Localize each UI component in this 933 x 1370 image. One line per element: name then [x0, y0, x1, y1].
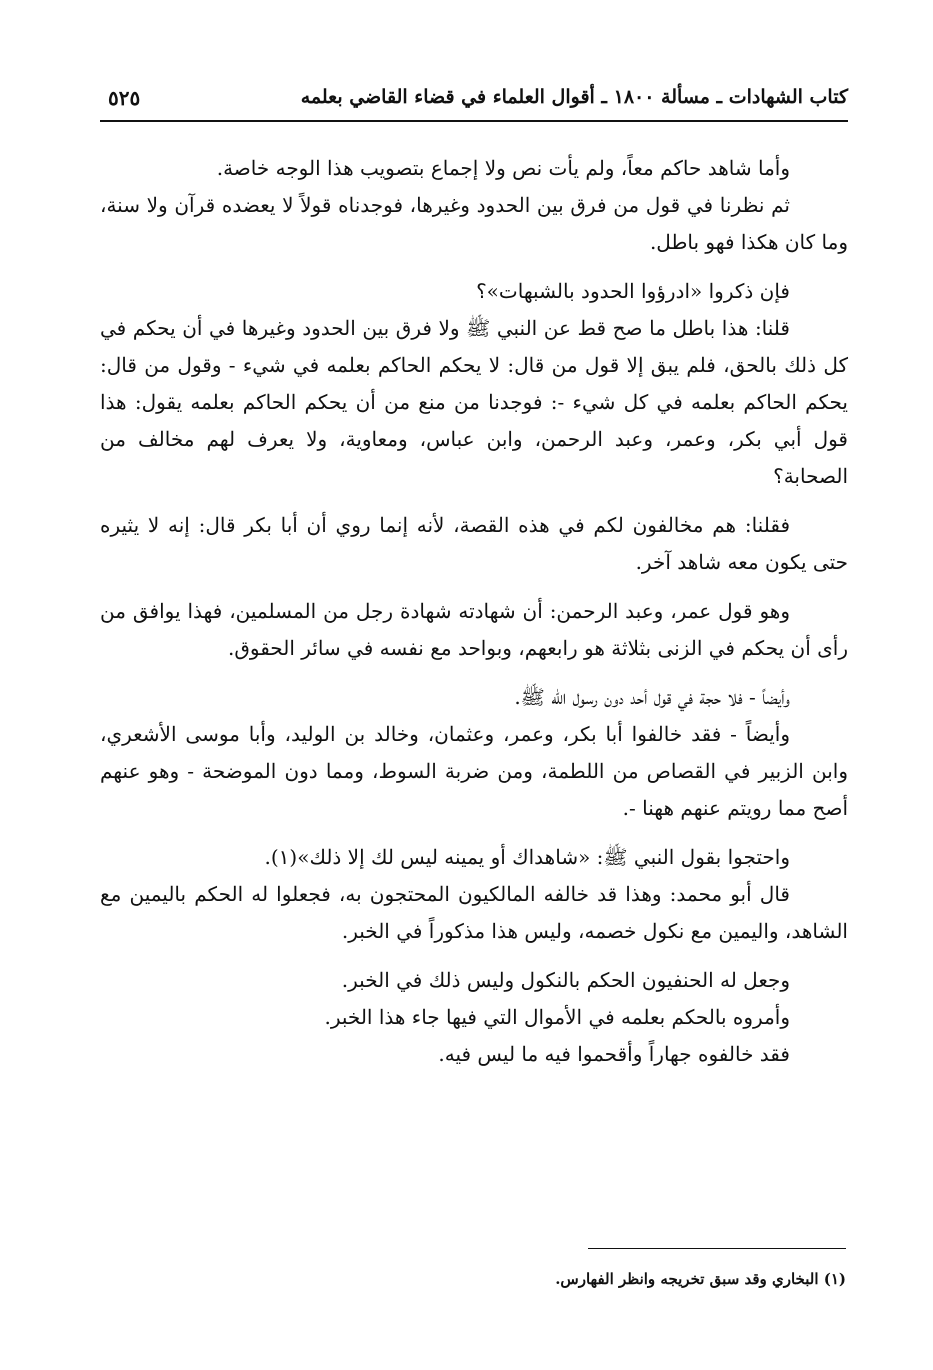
paragraph: وجعل له الحنفيون الحكم بالنكول وليس ذلك في الخبر. [341, 968, 790, 992]
paragraph: وهو قول عمر، وعبد الرحمن: أن شهادته شهادة رجل من المسلمين، فهذا يوافق من رأى أن يحكم في الزنى بثلاثة هو رابعهم، وبواحد مع نفسه في سائر الحقوق. [100, 599, 848, 660]
page-number: ٥٢٥ [108, 86, 141, 110]
paragraph: قلنا: هذا باطل ما صح قط عن النبي ﷺ ولا فرق بين الحدود وغيرها في أن يحكم في كل ذلك بالحق، فلم يبق إلا قول من قال: لا يحكم الحاكم بعلمه في شيء - وقول من قال: يحكم الحاكم بعلمه في كل شيء -: فوجدنا من منع من أن يحكم الحاكم بعلمه يقول: هذا قول أبي بكر، وعمر، وعبد الرحمن، وابن عباس، ومعاوية، ولا يعرف لهم مخالف من الصحابة؟ [100, 316, 848, 488]
paragraph: وأيضاً - فقد خالفوا أبا بكر، وعمر، وعثمان، وخالد بن الوليد، وأبا موسى الأشعري، وابن الزبير في القصاص من اللطمة، ومن ضربة السوط، ومما دون الموضحة - وهو عنهم أصح مما رويتم عنهم ههنا -. [100, 722, 848, 820]
page-header [100, 80, 848, 122]
paragraph: فإن ذكروا «ادرؤوا الحدود بالشبهات»؟ [476, 279, 790, 303]
paragraph: قال أبو محمد: وهذا قد خالفه المالكيون المحتجون به، فجعلوا له الحكم باليمين مع الشاهد، واليمين مع نكول خصمه، وليس هذا مذكوراً في الخبر. [100, 882, 848, 943]
running-title: كتاب الشهادات ـ مسألة ١٨٠٠ ـ أقوال العلماء في قضاء القاضي بعلمه [300, 86, 848, 108]
paragraph: فقلنا: هم مخالفون لكم في هذه القصة، لأنه إنما روي أن أبا بكر قال: إنه لا يثيره حتى يكون معه شاهد آخر. [100, 513, 848, 574]
paragraph: وأيضاً - فلا حجة في قول أحد دون رسول الله ﷺ. [514, 685, 790, 709]
paragraph: ثم نظرنا في قول من فرق بين الحدود وغيرها، فوجدناه قولاً لا يعضده قرآن ولا سنة، وما كان هكذا فهو باطل. [100, 193, 848, 254]
paragraph: وأمروه بالحكم بعلمه في الأموال التي فيها جاء هذا الخبر. [324, 1005, 790, 1029]
paragraph: واحتجوا بقول النبي ﷺ: «شاهداك أو يمينه ليس لك إلا ذلك»(١). [264, 845, 790, 869]
paragraph: فقد خالفوه جهاراً وأقحموا فيه ما ليس فيه. [438, 1042, 790, 1066]
footnote-divider [588, 1248, 846, 1249]
paragraph: وأما شاهد حاكم معاً، ولم يأت نص ولا إجماع بتصويب هذا الوجه خاصة. [216, 156, 790, 180]
main-text [100, 150, 848, 1073]
footnote: (١) البخاري وقد سبق تخريجه وانظر الفهارس. [555, 1270, 846, 1288]
